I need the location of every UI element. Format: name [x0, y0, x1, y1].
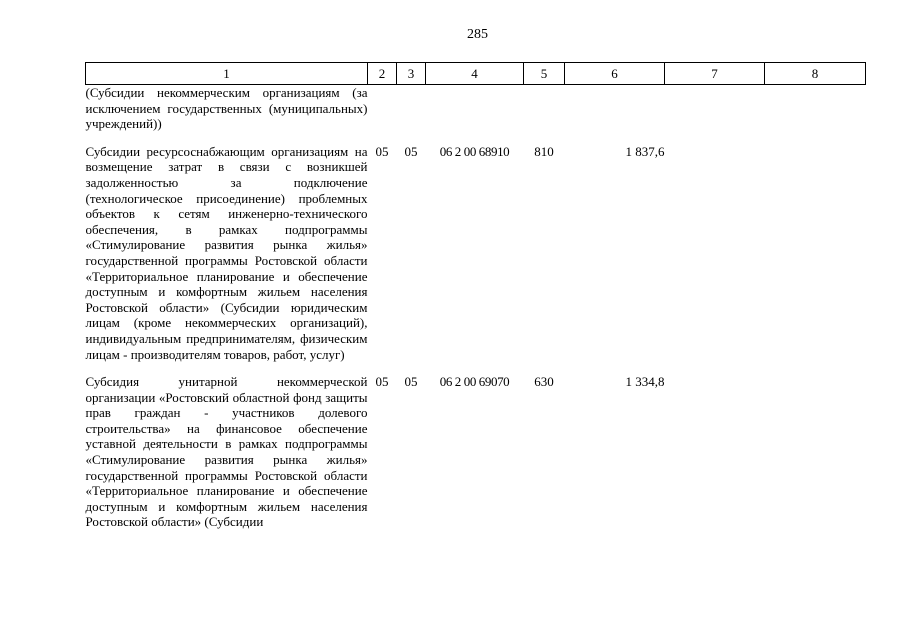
row-spacer [86, 132, 866, 144]
row-amount-col8 [765, 374, 866, 530]
row-amount-col7 [665, 374, 765, 530]
row-target-article-code: 06 2 00 69070 [439, 374, 510, 390]
budget-table [85, 62, 866, 530]
row-target-article-code: 06 2 00 68910 [439, 143, 510, 159]
page-number: 285 [467, 27, 488, 42]
row-amount-col6: 1 837,6 [625, 143, 665, 159]
row-description: Субсидия унитарной некоммерческой организации «Ростовский областной фонд защиты прав граждан - участников долевого строительства» на финансовое обеспечение уставной деятельности в рамках подпрограммы «Стимулирование развития рынка жилья» государственной программы Ростовской области «Территориальное планирование и обеспечение доступным и комфортным жильем населения Ростовской области» (Субсидии [85, 374, 368, 530]
row-section-code: 05 [375, 143, 389, 159]
table-row [86, 374, 866, 530]
column-header-5: 5 [524, 63, 565, 85]
row-target-article-code [426, 85, 524, 132]
column-header-4: 4 [426, 63, 524, 85]
table-header-row [86, 63, 866, 85]
row-subsection-code [397, 85, 426, 132]
row-amount-col6: 1 334,8 [625, 374, 665, 390]
row-amount-col7 [665, 144, 765, 362]
row-spacer [86, 362, 866, 374]
row-description: (Субсидии некоммерческим организациям (за исключением государственных (муниципальных) учреждений)) [85, 85, 368, 132]
table-row [86, 85, 866, 132]
column-header-6: 6 [565, 63, 665, 85]
row-expense-type-code [524, 85, 565, 132]
column-header-2: 2 [368, 63, 397, 85]
row-subsection-code: 05 [404, 143, 418, 159]
column-header-1: 1 [86, 63, 368, 85]
row-amount-col6 [565, 85, 665, 132]
row-subsection-code: 05 [404, 374, 418, 390]
table-row [86, 144, 866, 362]
row-section-code: 05 [375, 374, 389, 390]
row-section-code [368, 85, 397, 132]
row-amount-col8 [765, 144, 866, 362]
column-header-3: 3 [397, 63, 426, 85]
row-amount-col7 [665, 85, 765, 132]
row-expense-type-code: 630 [534, 374, 554, 390]
column-header-8: 8 [765, 63, 866, 85]
column-header-7: 7 [665, 63, 765, 85]
row-amount-col8 [765, 85, 866, 132]
row-description: Субсидии ресурсоснабжающим организациям на возмещение затрат в связи с возникшей задолженностью за подключение (технологическое присоединение) проблемных объектов к сетям инженерно-технического обеспечения, в рамках подпрограммы «Стимулирование развития рынка жилья» государственной программы Ростовской области «Территориальное планирование и обеспечение доступным и комфортным жильем населения Ростовской области» (Субсидии юридическим лицам (кроме некоммерческих организаций), индивидуальным предпринимателям, физическим лицам - производителям товаров, работ, услуг) [85, 143, 368, 362]
row-expense-type-code: 810 [534, 143, 554, 159]
